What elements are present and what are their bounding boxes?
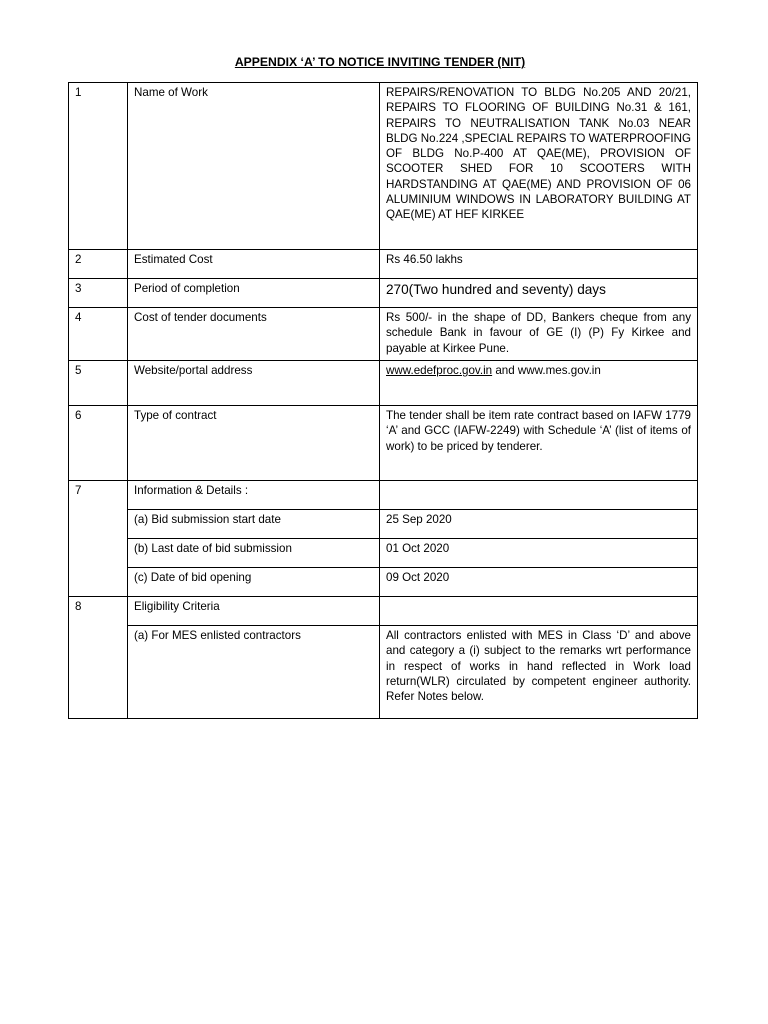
- table-row: [69, 83, 698, 250]
- field-label: (a) For MES enlisted contractors: [128, 626, 380, 719]
- serial-number: 2: [69, 250, 128, 279]
- field-label: (c) Date of bid opening: [128, 568, 380, 597]
- name-of-work-value: REPAIRS/RENOVATION TO BLDG No.205 AND 20/21, REPAIRS TO FLOORING OF BUILDING No.31 & 161, REPAIRS TO NEUTRALISATION TANK No.03 NEAR BLDG No.224 ,SPECIAL REPAIRS TO WATERPROOFING OF BLDG No.P-400 AT QAE(ME), PROVISION OF SCOOTER SHED FOR 10 SCOOTERS WITH HARDSTANDING AT QAE(ME) AND PROVISION OF 06 ALUMINIUM WINDOWS IN LABORATORY BUILDING AT QAE(ME) AT HEF KIRKEE: [380, 83, 698, 250]
- field-label: Period of completion: [128, 279, 380, 308]
- document-title: APPENDIX ‘A’ TO NOTICE INVITING TENDER (NIT): [234, 55, 526, 69]
- table-row: [69, 406, 698, 481]
- tender-document-cost-value: Rs 500/- in the shape of DD, Bankers cheque from any schedule Bank in favour of GE (I) (P) Fy Kirkee and payable at Kirkee Pune.: [380, 308, 698, 361]
- table-row: [69, 539, 698, 568]
- field-label: Website/portal address: [128, 361, 380, 406]
- serial-number: 7: [69, 481, 128, 597]
- serial-number: 4: [69, 308, 128, 361]
- serial-number: 5: [69, 361, 128, 406]
- table-row: [69, 597, 698, 626]
- field-label: Name of Work: [128, 83, 380, 250]
- tender-details-table: [68, 82, 698, 719]
- bid-last-date-value: 01 Oct 2020: [380, 539, 698, 568]
- table-row: [69, 279, 698, 308]
- serial-number: 3: [69, 279, 128, 308]
- estimated-cost-value: Rs 46.50 lakhs: [380, 250, 698, 279]
- table-row: [69, 510, 698, 539]
- mes-contractor-eligibility-value: All contractors enlisted with MES in Class ‘D’ and above and category a (i) subject to the remarks wrt performance in respect of works in hand reflected in Work load return(WLR) circulated by competent engineer authority. Refer Notes below.: [380, 626, 698, 719]
- table-row: [69, 481, 698, 510]
- bid-opening-date-value: 09 Oct 2020: [380, 568, 698, 597]
- serial-number: 8: [69, 597, 128, 719]
- table-row: [69, 308, 698, 361]
- field-label: (a) Bid submission start date: [128, 510, 380, 539]
- edefproc-link[interactable]: www.edefproc.gov.in: [386, 364, 493, 377]
- bid-start-date-value: 25 Sep 2020: [380, 510, 698, 539]
- table-row: [69, 626, 698, 719]
- table-row: [69, 568, 698, 597]
- field-label: Type of contract: [128, 406, 380, 481]
- field-label: Eligibility Criteria: [128, 597, 380, 626]
- table-row: [69, 250, 698, 279]
- field-label: Estimated Cost: [128, 250, 380, 279]
- field-label: Information & Details :: [128, 481, 380, 510]
- completion-period-value: 270(Two hundred and seventy) days: [380, 279, 698, 308]
- field-value: [380, 597, 698, 626]
- serial-number: 1: [69, 83, 128, 250]
- table-row: [69, 361, 698, 406]
- field-value: [380, 481, 698, 510]
- mes-link[interactable]: www.mes.gov.in: [517, 364, 601, 377]
- field-label: (b) Last date of bid submission: [128, 539, 380, 568]
- serial-number: 6: [69, 406, 128, 481]
- link-joiner: and: [492, 364, 518, 377]
- field-label: Cost of tender documents: [128, 308, 380, 361]
- contract-type-value: The tender shall be item rate contract based on IAFW 1779 ‘A’ and GCC (IAFW-2249) with Schedule ‘A’ (list of items of work) to be priced by tenderer.: [380, 406, 698, 481]
- website-value: [380, 361, 698, 406]
